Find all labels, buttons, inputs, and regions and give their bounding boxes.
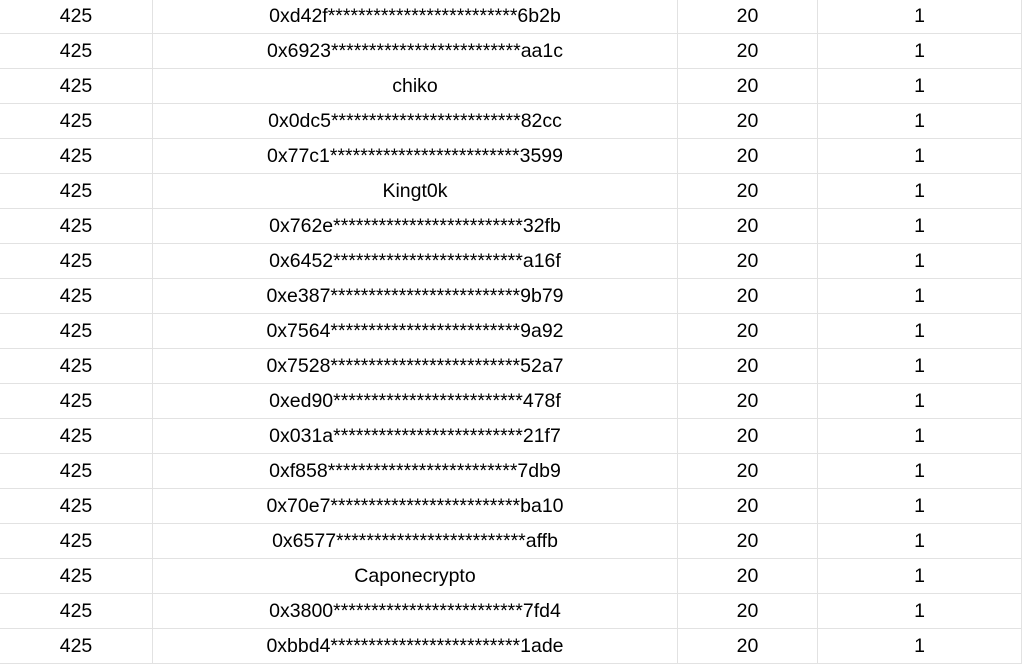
table-row bbox=[0, 209, 1022, 244]
points-cell[interactable]: 20 bbox=[678, 454, 818, 488]
address-cell[interactable]: 0x0dc5*************************82cc bbox=[153, 104, 678, 138]
count-cell[interactable]: 1 bbox=[818, 629, 1022, 663]
count-cell[interactable]: 1 bbox=[818, 559, 1022, 593]
address-cell[interactable]: 0x762e*************************32fb bbox=[153, 209, 678, 243]
address-cell[interactable]: 0xe387*************************9b79 bbox=[153, 279, 678, 313]
points-cell[interactable]: 20 bbox=[678, 69, 818, 103]
rank-cell[interactable]: 425 bbox=[0, 34, 153, 68]
table-row bbox=[0, 244, 1022, 279]
table-row bbox=[0, 594, 1022, 629]
rank-cell[interactable]: 425 bbox=[0, 244, 153, 278]
address-cell[interactable]: 0x70e7*************************ba10 bbox=[153, 489, 678, 523]
table-row bbox=[0, 279, 1022, 314]
address-cell[interactable]: 0x77c1*************************3599 bbox=[153, 139, 678, 173]
points-cell[interactable]: 20 bbox=[678, 139, 818, 173]
address-cell[interactable]: 0x6577*************************affb bbox=[153, 524, 678, 558]
points-cell[interactable]: 20 bbox=[678, 524, 818, 558]
rank-cell[interactable]: 425 bbox=[0, 629, 153, 663]
points-cell[interactable]: 20 bbox=[678, 209, 818, 243]
count-cell[interactable]: 1 bbox=[818, 244, 1022, 278]
address-cell[interactable]: 0x031a*************************21f7 bbox=[153, 419, 678, 453]
table-row bbox=[0, 419, 1022, 454]
table-row bbox=[0, 174, 1022, 209]
table-row bbox=[0, 559, 1022, 594]
count-cell[interactable]: 1 bbox=[818, 384, 1022, 418]
address-cell[interactable]: 0x7564*************************9a92 bbox=[153, 314, 678, 348]
points-cell[interactable]: 20 bbox=[678, 419, 818, 453]
points-cell[interactable]: 20 bbox=[678, 104, 818, 138]
count-cell[interactable]: 1 bbox=[818, 0, 1022, 33]
count-cell[interactable]: 1 bbox=[818, 139, 1022, 173]
rank-cell[interactable]: 425 bbox=[0, 524, 153, 558]
table-row bbox=[0, 489, 1022, 524]
points-cell[interactable]: 20 bbox=[678, 489, 818, 523]
rank-cell[interactable]: 425 bbox=[0, 489, 153, 523]
rank-cell[interactable]: 425 bbox=[0, 279, 153, 313]
points-cell[interactable]: 20 bbox=[678, 244, 818, 278]
points-cell[interactable]: 20 bbox=[678, 629, 818, 663]
count-cell[interactable]: 1 bbox=[818, 594, 1022, 628]
rank-cell[interactable]: 425 bbox=[0, 69, 153, 103]
table-row bbox=[0, 0, 1022, 34]
rank-cell[interactable]: 425 bbox=[0, 419, 153, 453]
points-cell[interactable]: 20 bbox=[678, 34, 818, 68]
count-cell[interactable]: 1 bbox=[818, 349, 1022, 383]
table-row bbox=[0, 34, 1022, 69]
rank-cell[interactable]: 425 bbox=[0, 104, 153, 138]
rank-cell[interactable]: 425 bbox=[0, 559, 153, 593]
address-cell[interactable]: 0xbbd4*************************1ade bbox=[153, 629, 678, 663]
table-row bbox=[0, 454, 1022, 489]
table-row bbox=[0, 524, 1022, 559]
count-cell[interactable]: 1 bbox=[818, 69, 1022, 103]
count-cell[interactable]: 1 bbox=[818, 174, 1022, 208]
count-cell[interactable]: 1 bbox=[818, 279, 1022, 313]
table-row bbox=[0, 69, 1022, 104]
points-cell[interactable]: 20 bbox=[678, 314, 818, 348]
table-row bbox=[0, 629, 1022, 664]
address-cell[interactable]: Kingt0k bbox=[153, 174, 678, 208]
points-cell[interactable]: 20 bbox=[678, 0, 818, 33]
count-cell[interactable]: 1 bbox=[818, 104, 1022, 138]
table-row bbox=[0, 349, 1022, 384]
count-cell[interactable]: 1 bbox=[818, 524, 1022, 558]
count-cell[interactable]: 1 bbox=[818, 419, 1022, 453]
points-cell[interactable]: 20 bbox=[678, 279, 818, 313]
points-cell[interactable]: 20 bbox=[678, 349, 818, 383]
points-cell[interactable]: 20 bbox=[678, 174, 818, 208]
points-cell[interactable]: 20 bbox=[678, 384, 818, 418]
address-cell[interactable]: Caponecrypto bbox=[153, 559, 678, 593]
table-row bbox=[0, 314, 1022, 349]
points-cell[interactable]: 20 bbox=[678, 594, 818, 628]
rank-cell[interactable]: 425 bbox=[0, 384, 153, 418]
table-row bbox=[0, 384, 1022, 419]
rank-cell[interactable]: 425 bbox=[0, 139, 153, 173]
table-row bbox=[0, 139, 1022, 174]
address-cell[interactable]: 0x6452*************************a16f bbox=[153, 244, 678, 278]
count-cell[interactable]: 1 bbox=[818, 34, 1022, 68]
count-cell[interactable]: 1 bbox=[818, 314, 1022, 348]
rank-cell[interactable]: 425 bbox=[0, 174, 153, 208]
address-cell[interactable]: 0xf858*************************7db9 bbox=[153, 454, 678, 488]
address-cell[interactable]: 0x3800*************************7fd4 bbox=[153, 594, 678, 628]
rank-cell[interactable]: 425 bbox=[0, 209, 153, 243]
address-cell[interactable]: 0x6923*************************aa1c bbox=[153, 34, 678, 68]
address-cell[interactable]: chiko bbox=[153, 69, 678, 103]
rank-cell[interactable]: 425 bbox=[0, 454, 153, 488]
rank-cell[interactable]: 425 bbox=[0, 314, 153, 348]
address-cell[interactable]: 0x7528*************************52a7 bbox=[153, 349, 678, 383]
rank-cell[interactable]: 425 bbox=[0, 0, 153, 33]
address-cell[interactable]: 0xed90*************************478f bbox=[153, 384, 678, 418]
count-cell[interactable]: 1 bbox=[818, 454, 1022, 488]
address-cell[interactable]: 0xd42f*************************6b2b bbox=[153, 0, 678, 33]
rank-cell[interactable]: 425 bbox=[0, 349, 153, 383]
table-row bbox=[0, 104, 1022, 139]
points-cell[interactable]: 20 bbox=[678, 559, 818, 593]
count-cell[interactable]: 1 bbox=[818, 209, 1022, 243]
rank-cell[interactable]: 425 bbox=[0, 594, 153, 628]
count-cell[interactable]: 1 bbox=[818, 489, 1022, 523]
